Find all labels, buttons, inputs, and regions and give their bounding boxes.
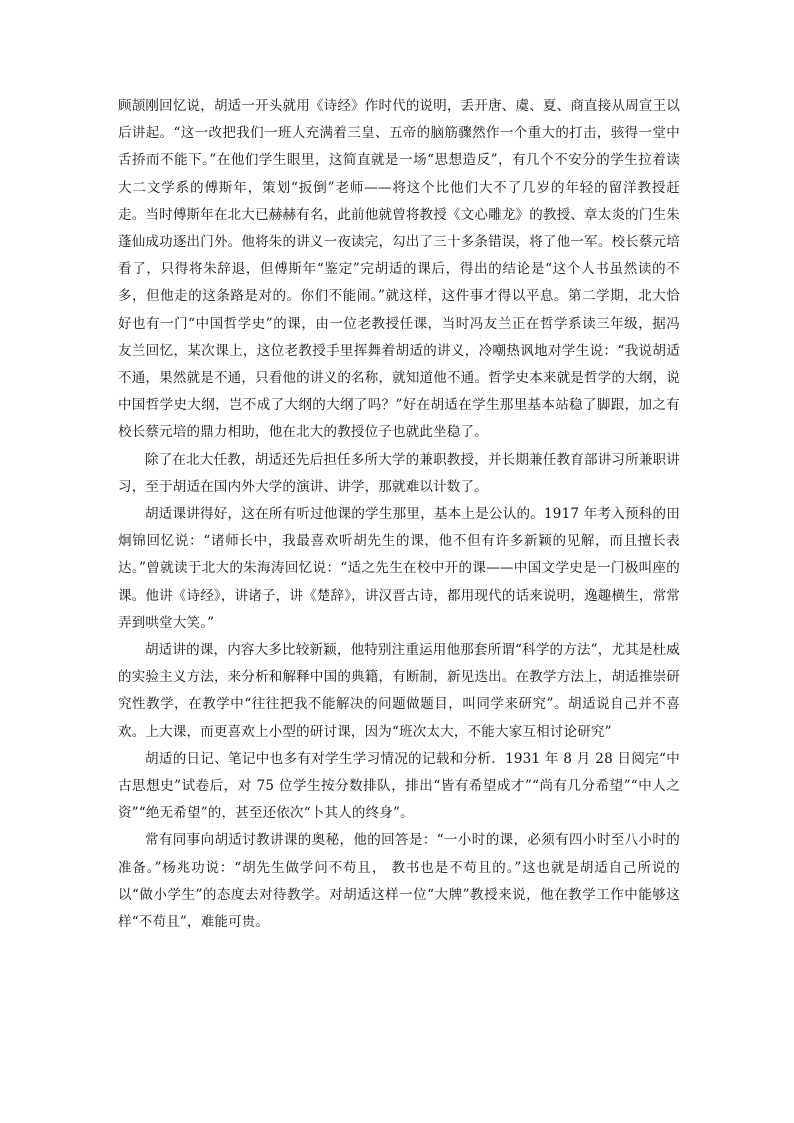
- document-body: [118, 93, 680, 936]
- paragraph-3: 胡适课讲得好，这在所有听过他课的学生那里，基本上是公认的。1917 年考入预科的田炯锦回忆说：“诸师长中，我最喜欢听胡先生的课，他不但有许多新颖的见解，而且擅长表达。”曾就读于北大的朱海涛回忆说：“适之先生在校中开的课——中国文学史是一门极叫座的课。他讲《诗经》，讲诸子，讲《楚辞》，讲汉晋古诗，都用现代的话来说明，逸趣横生，常常弄到哄堂大笑。”: [118, 506, 680, 631]
- paragraph-2: 除了在北大任教，胡适还先后担任多所大学的兼职教授，并长期兼任教育部讲习所兼职讲习，至于胡适在国内外大学的演讲、讲学，那就难以计数了。: [118, 451, 680, 495]
- paragraph-5: 胡适的日记、笔记中也多有对学生学习情况的记载和分析．1931 年 8 月 28 日阅完“中古思想史”试卷后，对 75 位学生按分数排队，排出“皆有希望成才”“尚有几分希望”“中人之资”“绝无希望”的，甚至还依次“卜其人的终身”。: [118, 750, 680, 822]
- paragraph-4: 胡适讲的课，内容大多比较新颖，他特别注重运用他那套所谓“科学的方法”，尤其是杜威的实验主义方法，来分析和解释中国的典籍，有断制，新见迭出。在教学方法上，胡适推崇研究性教学，在教学中“往往把我不能解决的问题做题目，叫同学来研究”。胡适说自己并不喜欢。上大课，而更喜欢上小型的研讨课，因为“班次太大，不能大家互相讨论研究”: [118, 642, 680, 740]
- paragraph-1: 顾颉刚回忆说，胡适一开头就用《诗经》作时代的说明，丢开唐、虞、夏、商直接从周宣王以后讲起。“这一改把我们一班人充满着三皇、五帝的脑筋骤然作一个重大的打击，骇得一堂中舌挢而不能下。”在他们学生眼里，这简直就是一场“思想造反”，有几个不安分的学生拉着读大二文学系的傅斯年，策划“扳倒”老师——将这个比他们大不了几岁的年轻的留洋教授赶走。当时傅斯年在北大已赫赫有名，此前他就曾将教授《文心雕龙》的教授、章太炎的门生朱蓬仙成功逐出门外。他将朱的讲义一夜读完，勾出了三十多条错误，将了他一军。校长蔡元培看了，只得将朱辞退，但傅斯年“鉴定”完胡适的课后，得出的结论是“这个人书虽然读的不多，但他走的这条路是对的。你们不能闹。”就这样，这件事才得以平息。第二学期，北大恰好也有一门“中国哲学史”的课，由一位老教授任课，当时冯友兰正在哲学系读三年级，据冯友兰回忆，某次课上，这位老教授手里挥舞着胡适的讲义，冷嘲热讽地对学生说：“我说胡适不通，果然就是不通，只看他的讲义的名称，就知道他不通。哲学史本来就是哲学的大纲，说中国哲学史大纲，岂不成了大纲的大纲了吗？”好在胡适在学生那里基本站稳了脚跟，加之有校长蔡元培的鼎力相助，他在北大的教授位子也就此坐稳了。: [118, 98, 680, 441]
- paragraph-6: 常有同事向胡适讨教讲课的奥秘，他的回答是：“一小时的课，必须有四小时至八小时的准备。”杨兆功说：“胡先生做学问不苟且， 教书也是不苟且的。”这也就是胡适自己所说的以“做小学生”的态度去对待教学。对胡适这样一位“大牌”教授来说，他在教学工作中能够这样“不苟且”，难能可贵。: [118, 832, 680, 931]
